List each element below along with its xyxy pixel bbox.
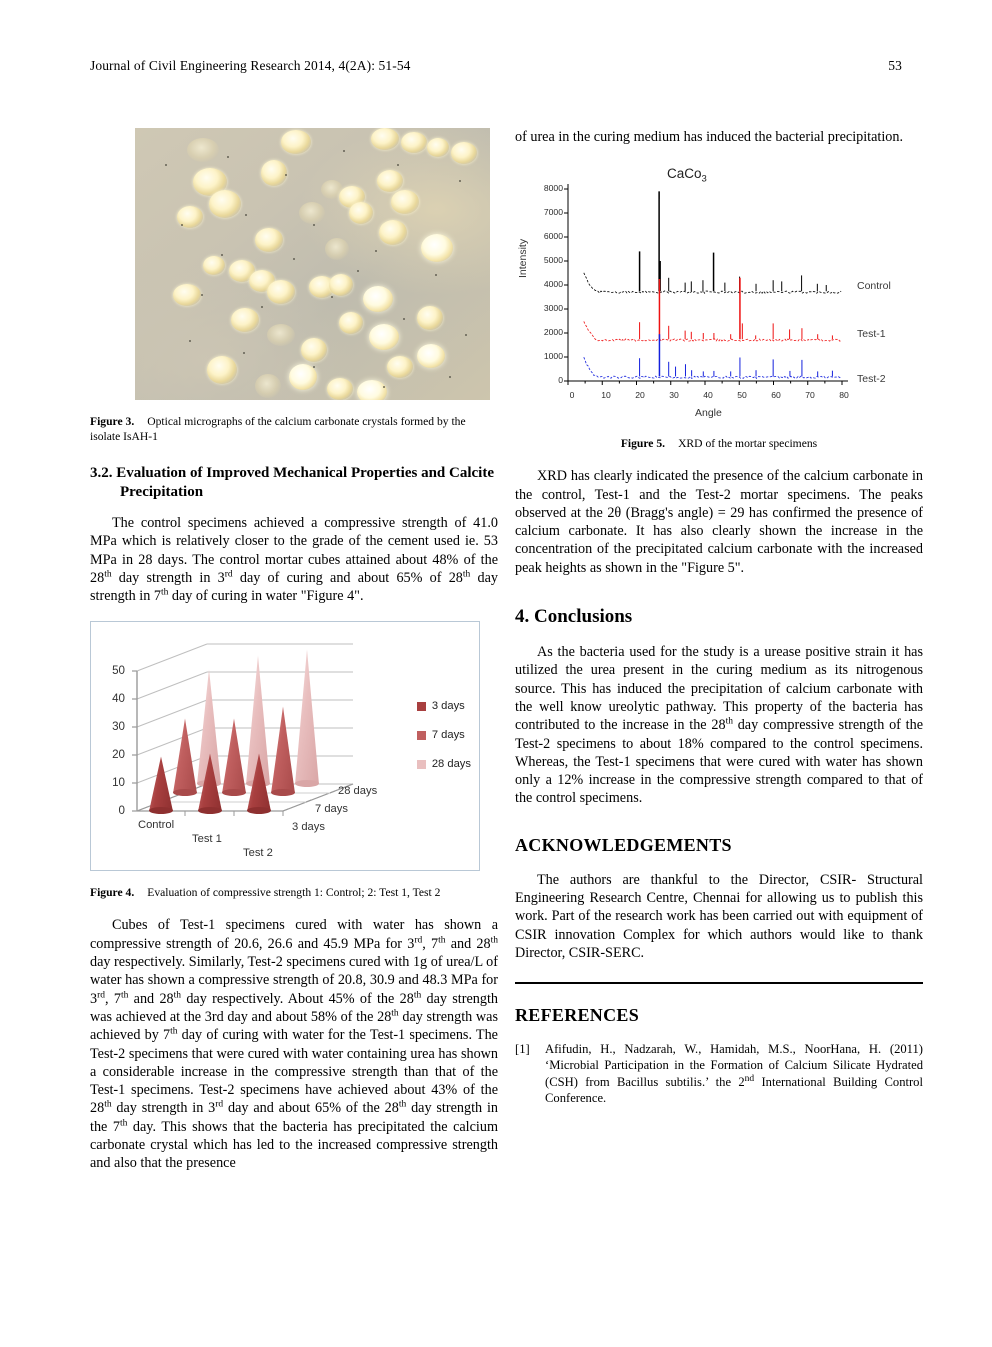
- figure3-micrograph-image: [135, 128, 490, 400]
- cone-test2-28days: [295, 649, 319, 784]
- ref1-seg-a: Afifudin, H., Nadzarah, W., Hamidah, M.S., NoorHana, H. (2011) ‘Microbial Participation in the Formation of Calcium Silicate Hydrated (CSH) from Bacillus subtilis.’ the 2: [545, 1042, 923, 1089]
- p2-seg-f: and 28: [128, 990, 174, 1007]
- paragraph-control-strength: [90, 514, 498, 605]
- p2-sup-10: th: [104, 1099, 112, 1110]
- right-column: [515, 128, 923, 1106]
- p2-sup-2: th: [438, 935, 446, 946]
- xrd-ytick-0: 0: [558, 375, 563, 386]
- xrd-ytick-8000: 8000: [543, 183, 563, 194]
- p2-sup-6: th: [173, 989, 182, 1000]
- p2-seg-n: day. This shows that the bacteria has precipitated the calcium carbonate crystal which has led to the increased compressive strength and also that the presence: [90, 1118, 498, 1172]
- p1-seg-a: The control specimens achieved a compressive strength of 41.0 MPa which is relatively closer to the grade of the cement used ie. 53 MPa in 28 days. The control mortar cubes attained about 48% of the 28: [90, 515, 498, 586]
- cone-ytick-30: 30: [112, 720, 125, 734]
- p2-seg-g: day respectively. About 45% of the 28: [181, 990, 414, 1007]
- legend-item-7days: [417, 729, 471, 741]
- xrd-xlabel: Angle: [695, 407, 722, 420]
- cone-test1-7days: [222, 718, 246, 793]
- cone-test2-7days: [271, 706, 295, 793]
- p2-seg-d: day respectively. Similarly, Test-2 specimens cured with 1g of urea/L of water has shown a compressive strength of 20.8, 30.9 and 48.3 MPa for 3: [90, 954, 498, 1007]
- xrd-series-label-test2: Test-2: [857, 373, 886, 386]
- p1-sup-3: th: [462, 569, 471, 580]
- paragraph-test-specimens: [90, 916, 498, 1172]
- cone-ytick-50: 50: [112, 664, 125, 678]
- p2-sup-8: th: [391, 1008, 399, 1019]
- p2-seg-j: day of curing with water for the Test-1 specimens. The Test-2 specimens that were cured with water containing urea has shown a considerable increase in the compressive strength than that of the Test-1 specimens. Test-2 specimens have achieved about 43% of the 28: [90, 1027, 498, 1117]
- figure5-xrd-chart: [515, 160, 907, 428]
- figure3-label: Figure 3.: [90, 415, 135, 428]
- p2-sup-13: th: [119, 1118, 128, 1129]
- cone-category-test2: Test 2: [243, 847, 273, 860]
- paragraph-conclusions: [515, 643, 923, 808]
- figure3-caption: [90, 414, 498, 444]
- xrd-ytick-5000: 5000: [543, 255, 563, 266]
- p2-seg-h: day strength was achieved at the 3rd day and about 58% of the 28: [90, 990, 498, 1025]
- acknowledgements-heading: ACKNOWLEDGEMENTS: [515, 834, 732, 855]
- xrd-ytick-1000: 1000: [543, 351, 563, 362]
- xrd-xtick-40: 40: [703, 390, 713, 401]
- ref1-sup: nd: [744, 1073, 755, 1084]
- cone-chart-legend: [417, 700, 471, 787]
- p2-seg-m: day strength in the 7: [90, 1100, 498, 1135]
- legend-label-28days: 28 days: [431, 758, 471, 771]
- section-3-2-heading: [90, 464, 498, 502]
- xrd-plot-area: [515, 160, 907, 408]
- p2-sup-11: rd: [215, 1099, 224, 1110]
- p2-sup-5: th: [120, 989, 129, 1000]
- xrd-xtick-20: 20: [635, 390, 645, 401]
- concl-seg-a: As the bacteria used for the study is a urease positive strain it has utilized the urea present in the curing medium as its nitrogenous source. This has induced the precipitation of calcium carbonate with the well know ureolytic pathway. This property of the bacteria has contributed to the increase in the 28: [515, 644, 923, 734]
- p2-seg-a: Cubes of Test-1 specimens cured with water has shown a compressive strength of 20.6, 26.6 and 45.9 MPa for 3: [90, 917, 498, 952]
- ref1-seg-b: International Building Control Conference.: [545, 1074, 923, 1105]
- journal-citation: Journal of Civil Engineering Research 2014, 4(2A): 51-54: [90, 58, 411, 73]
- p2-sup-3: th: [490, 935, 498, 946]
- p2-seg-b: , 7: [422, 935, 439, 952]
- p1-sup-2: rd: [224, 569, 233, 580]
- xrd-xtick-10: 10: [601, 390, 611, 401]
- paragraph-xrd-results: XRD has clearly indicated the presence of the calcium carbonate in the control, Test-1 and the Test-2 mortar specimens. The peaks observed at the 2θ (Bragg's angle) = 29 has confirmed the presence of calcium carbonate. It has also clearly shown the increase in the concentration of the precipitated calcium carbonate with the increased peak heights as shown in the "Figure 5".: [515, 468, 923, 576]
- concl-sup-1: th: [725, 716, 733, 727]
- cone-depth-28days: 28 days: [338, 785, 378, 798]
- xrd-xtick-50: 50: [737, 390, 747, 401]
- xrd-xtick-70: 70: [805, 390, 815, 401]
- cone-depth-3days: 3 days: [292, 821, 325, 834]
- cone-ytick-40: 40: [112, 692, 125, 706]
- xrd-xtick-0: 0: [569, 390, 575, 401]
- p2-sup-4: rd: [97, 989, 106, 1000]
- page-header: [90, 58, 902, 74]
- legend-swatch-3days: [417, 702, 426, 711]
- section-3-2-number: 3.2.: [90, 465, 113, 481]
- p1-seg-e: day of curing in water "Figure 4".: [168, 588, 364, 605]
- xrd-caco3-annotation: CaCo$_3$: [667, 166, 707, 185]
- xrd-ytick-3000: 3000: [543, 303, 563, 314]
- xrd-ytick-4000: 4000: [543, 279, 563, 290]
- p1-seg-d: day strength in 7: [90, 569, 498, 605]
- conclusions-heading: 4. Conclusions: [515, 606, 633, 628]
- xrd-xtick-80: 80: [839, 390, 849, 401]
- p2-seg-l: day and about 65% of the 28: [223, 1100, 399, 1117]
- reference-text-1: [545, 1041, 923, 1106]
- legend-label-3days: 3 days: [431, 700, 465, 713]
- concl-seg-b: day compressive strength of the Test-2 specimens to about 18% compared to the control specimens. Whereas, the Test-1 specimens that were cured with water has shown only a 12% increase in the compressive strength compared to that of the control specimens.: [515, 717, 923, 807]
- p1-sup-1: th: [104, 569, 112, 580]
- reference-item-1: [515, 1041, 923, 1106]
- p2-seg-i: day strength was achieved by 7: [90, 1008, 498, 1044]
- figure4-label: Figure 4.: [90, 886, 135, 900]
- xrd-series-label-control: Control: [857, 280, 891, 293]
- p1-seg-b: day strength in 3: [111, 569, 225, 586]
- paragraph-acknowledgements: The authors are thankful to the Director, CSIR- Structural Engineering Research Centre, Chennai for allowing us to publish this work. Part of the research work has been carried out with equipment of CSIR innovation Complex for which authors would like to thank Director, CSIR-SERC.: [515, 871, 923, 961]
- xrd-series-label-test1: Test-1: [857, 328, 886, 341]
- figure3-caption-text: Optical micrographs of the calcium carbonate crystals formed by the isolate IsAH-1: [90, 415, 466, 443]
- figure4-caption: [90, 885, 498, 900]
- cone-ytick-0: 0: [118, 804, 125, 818]
- paragraph-urea-precipitation: of urea in the curing medium has induced the bacterial precipitation.: [515, 129, 904, 145]
- cone-control-3days: [149, 756, 173, 811]
- legend-item-3days: [417, 700, 471, 712]
- figure5-caption-text: XRD of the mortar specimens: [678, 437, 818, 451]
- cone-control-7days: [173, 718, 197, 793]
- figure4-caption-text: Evaluation of compressive strength 1: Control; 2: Test 1, Test 2: [147, 886, 441, 900]
- p2-sup-1: rd: [414, 935, 423, 946]
- p2-sup-9: th: [170, 1026, 178, 1037]
- p1-seg-c: day of curing and about 65% of 28: [232, 569, 463, 586]
- cone-ytick-20: 20: [112, 748, 125, 762]
- xrd-ytick-6000: 6000: [543, 231, 563, 242]
- legend-swatch-7days: [417, 731, 426, 740]
- legend-swatch-28days: [417, 760, 426, 769]
- xrd-ytick-2000: 2000: [543, 327, 563, 338]
- page-number: 53: [888, 58, 902, 73]
- xrd-xtick-60: 60: [771, 390, 781, 401]
- p2-sup-12: th: [398, 1099, 407, 1110]
- reference-number-1: [1]: [515, 1042, 530, 1057]
- p2-seg-c: and 28: [445, 935, 491, 952]
- legend-label-7days: 7 days: [431, 729, 465, 742]
- section-3-2-title: Evaluation of Improved Mechanical Properties and Calcite Precipitation: [116, 465, 495, 500]
- p2-seg-e: , 7: [105, 990, 121, 1007]
- cone-depth-7days: 7 days: [315, 803, 348, 816]
- xrd-ytick-7000: 7000: [543, 207, 563, 218]
- figure5-label: Figure 5.: [620, 437, 666, 451]
- references-heading: REFERENCES: [515, 1005, 640, 1026]
- figure4-cone-chart: [90, 621, 480, 871]
- cone-ytick-10: 10: [112, 776, 125, 790]
- p2-seg-k: day strength in 3: [111, 1100, 216, 1117]
- cone-category-control: Control: [138, 819, 175, 832]
- figure5-caption: [515, 436, 923, 451]
- cone-category-test1: Test 1: [192, 833, 222, 846]
- xrd-xtick-30: 30: [669, 390, 679, 401]
- legend-item-28days: [417, 758, 471, 770]
- p1-sup-4: th: [160, 587, 169, 598]
- cone-test1-3days: [198, 753, 222, 811]
- left-column: [90, 128, 498, 1173]
- xrd-ylabel: Intensity: [517, 239, 529, 279]
- p2-sup-7: th: [413, 989, 422, 1000]
- cone-test2-3days: [247, 753, 271, 811]
